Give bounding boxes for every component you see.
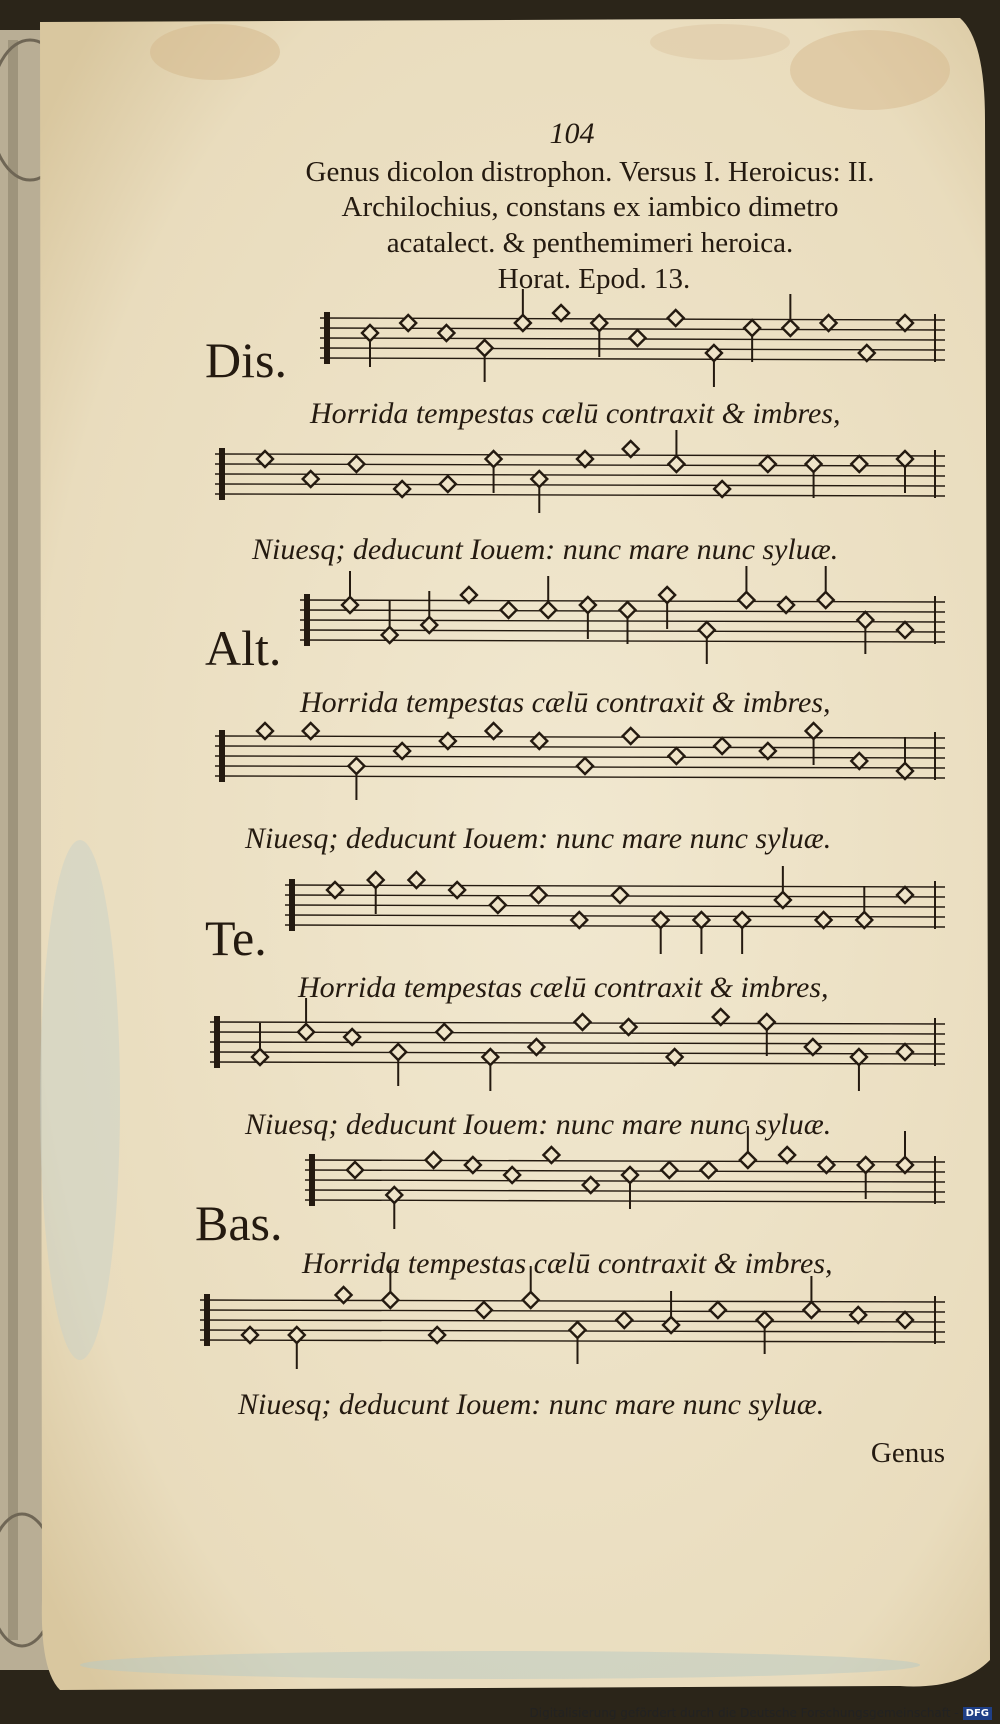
clef: [219, 448, 225, 500]
lyric-alt-line-1: Horrida tempestas cælū contraxit & imbres,: [300, 686, 831, 719]
clef: [289, 879, 295, 931]
dfg-logo: DFG: [963, 1707, 992, 1720]
heading-line-4: Horat. Epod. 13.: [497, 263, 691, 295]
stain: [150, 24, 280, 80]
lyric-bas-line-2: Niuesq; deducunt Iouem: nunc mare nunc syluæ.: [238, 1388, 825, 1421]
lyric-dis-line-2: Niuesq; deducunt Iouem: nunc mare nunc syluæ.: [252, 533, 839, 566]
voice-label-altus: Alt.: [205, 620, 282, 676]
heading-line-2: Archilochius, constans ex iambico dimetro: [341, 191, 839, 223]
clef: [304, 594, 310, 646]
clef: [214, 1016, 220, 1068]
voice-label-tenor: Te.: [205, 910, 267, 966]
heading-line-1: Genus dicolon distrophon. Versus I. Heroicus: II.: [305, 156, 875, 188]
clef: [324, 312, 330, 364]
page-number: 104: [549, 117, 595, 150]
stain: [650, 24, 790, 60]
clef: [219, 730, 225, 782]
footer-text: Digitalisierung gefördert durch die Deutsche Forschungsgemeinschaft -: [529, 1706, 959, 1720]
stain: [40, 840, 120, 1360]
heading-line-3: acatalect. & penthemimeri heroica.: [386, 227, 794, 259]
stain: [80, 1651, 920, 1679]
stain: [790, 30, 950, 110]
lyric-te-line-2: Niuesq; deducunt Iouem: nunc mare nunc syluæ.: [245, 1108, 832, 1141]
lyric-bas-line-1: Horrida tempestas cælū contraxit & imbres,: [302, 1247, 833, 1280]
lyric-alt-line-2: Niuesq; deducunt Iouem: nunc mare nunc syluæ.: [245, 822, 832, 855]
lyric-te-line-1: Horrida tempestas cælū contraxit & imbres,: [298, 971, 829, 1004]
clef: [309, 1154, 315, 1206]
lyric-dis-line-1: Horrida tempestas cælū contraxit & imbres,: [310, 397, 841, 430]
catchword: Genus: [870, 1437, 945, 1469]
voice-label-bassus: Bas.: [195, 1195, 283, 1251]
voice-label-discantus: Dis.: [205, 332, 287, 388]
digitization-footer: [530, 1706, 993, 1720]
clef: [204, 1294, 210, 1346]
page-edge-shade: [8, 40, 18, 1640]
